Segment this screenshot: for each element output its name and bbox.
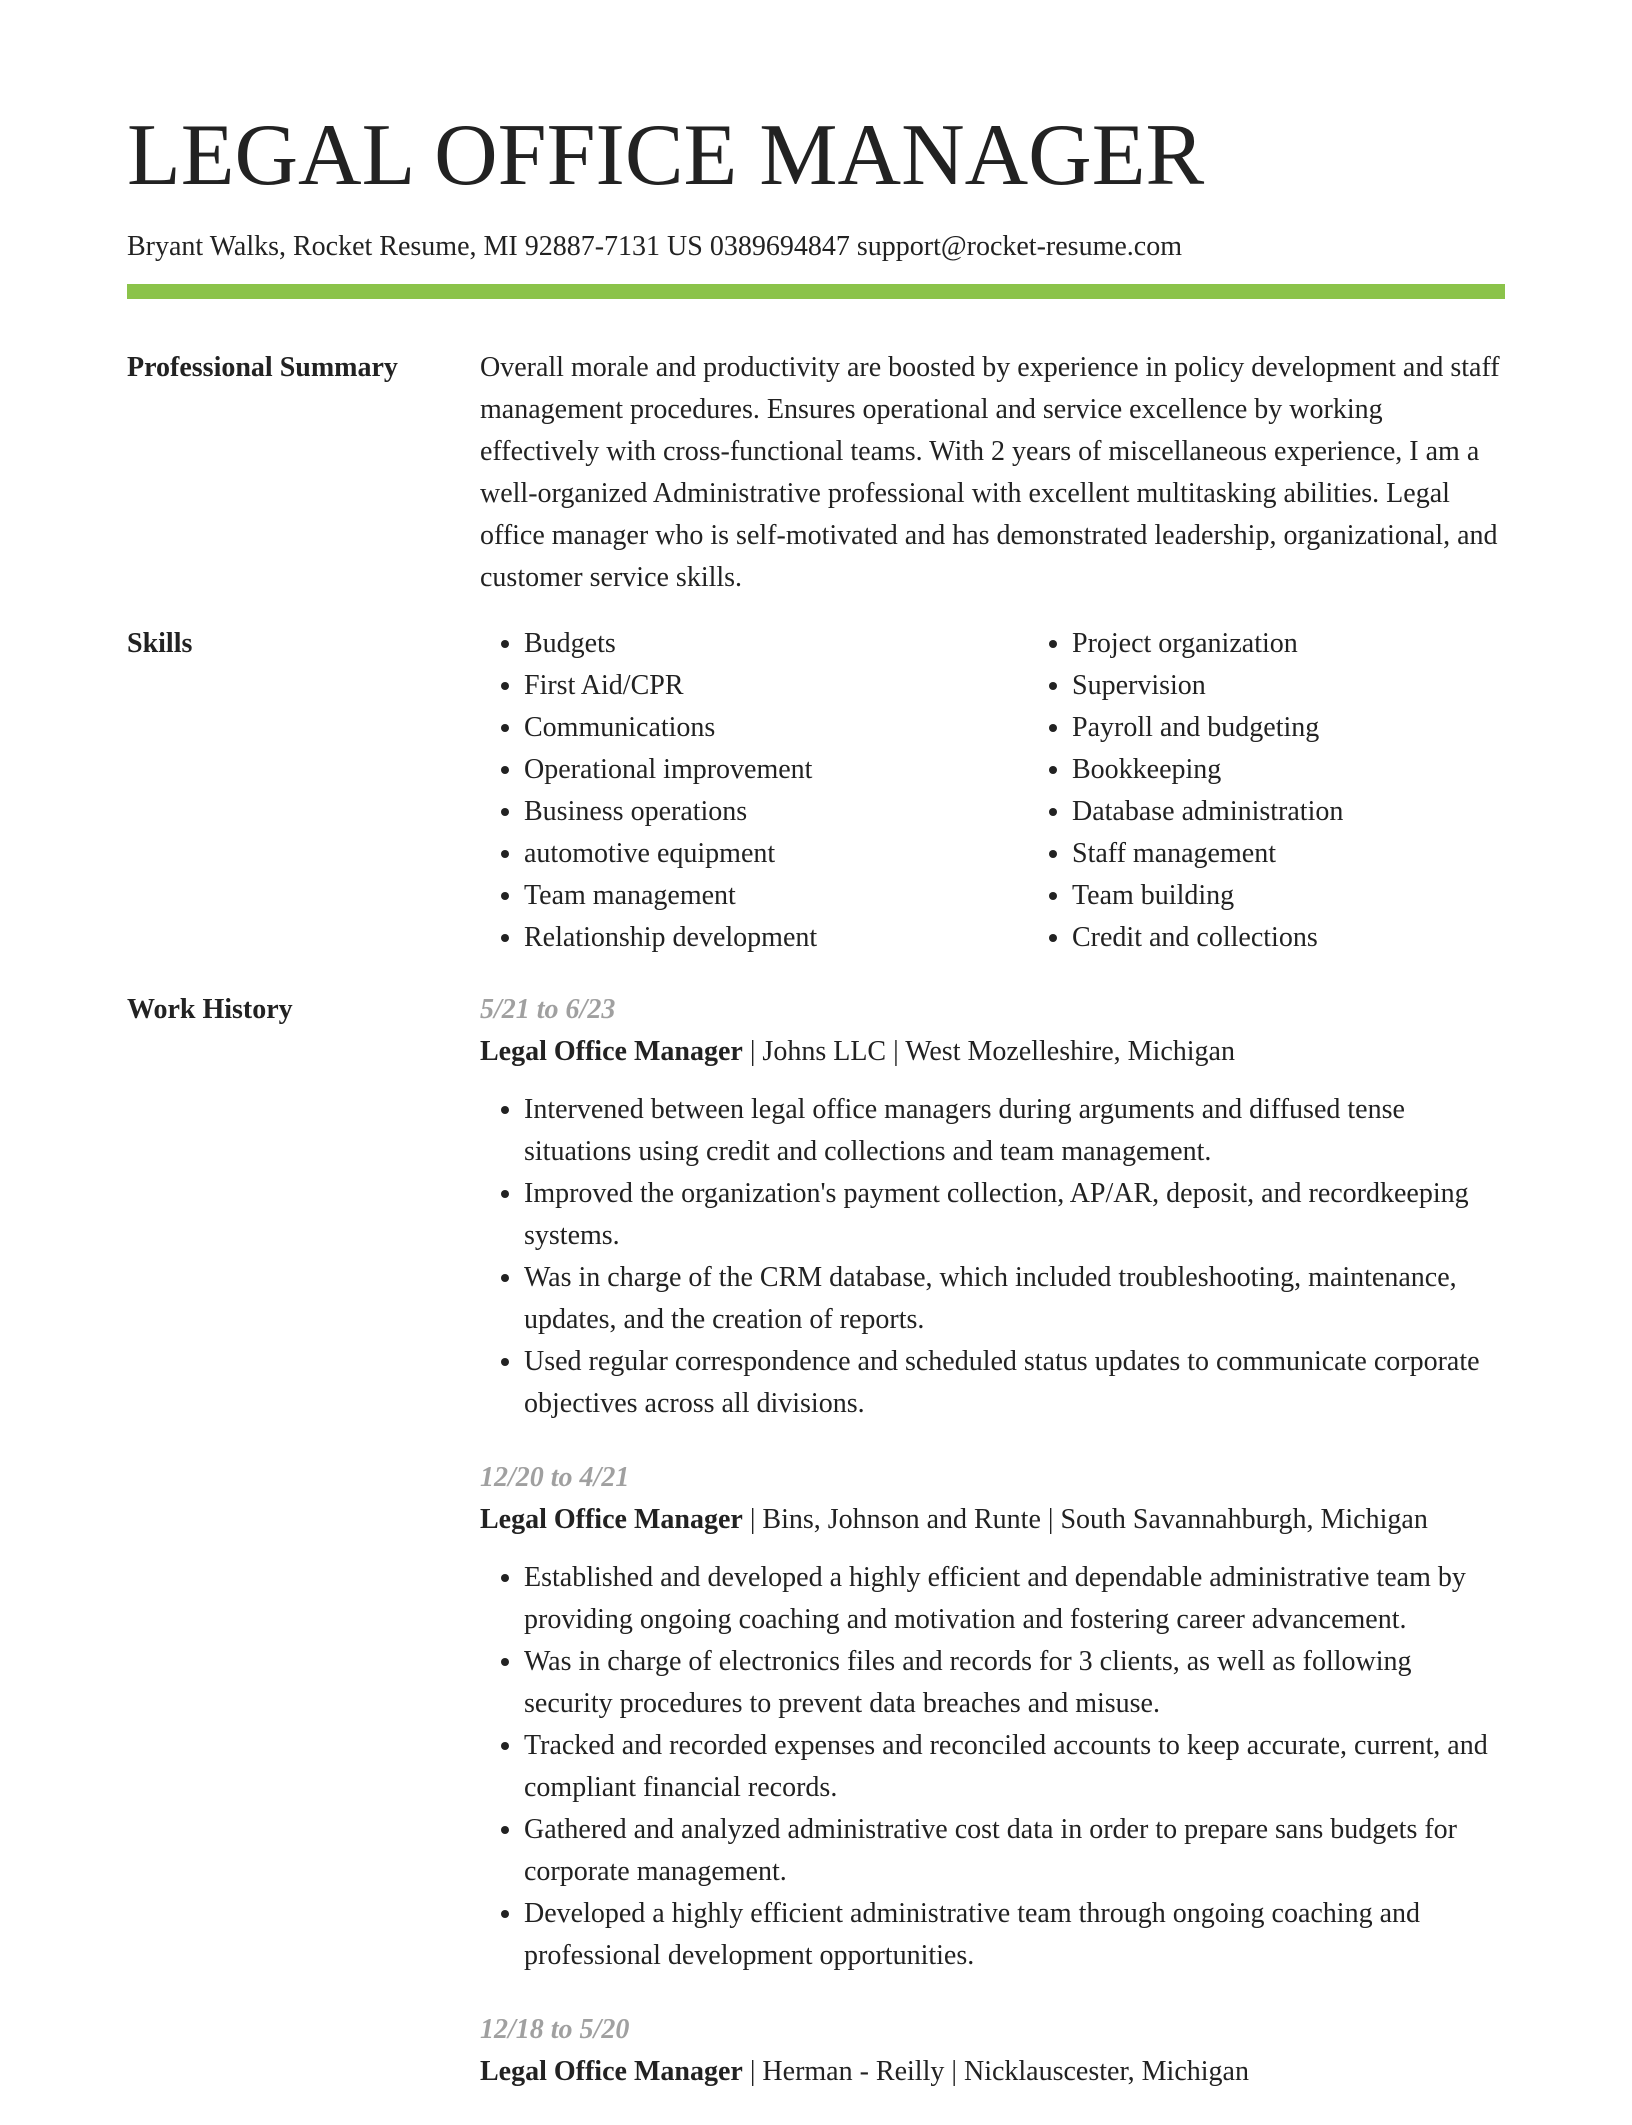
work-body — [480, 989, 1505, 2125]
job-bullet: • Gathered and analyzed administrative cost data in order to prepare sans budgets for corporate management. — [524, 1809, 1505, 1893]
skill-item: • Team building — [1072, 875, 1576, 917]
skills-list-left — [480, 623, 1028, 959]
summary-body — [480, 347, 1505, 599]
work-section — [127, 989, 1505, 2125]
summary-text: Overall morale and productivity are boosted by experience in policy development and staff management procedures. Ensures operational and service excellence by working effectively with cross-functional teams. With 2 years of miscellaneous experience, I am a well-organized Administrative professional with excellent multitasking abilities. Legal office manager who is self-motivated and has demonstrated leadership, organizational, and customer service skills. — [480, 351, 1500, 593]
skill-item: • Project organization — [1072, 623, 1576, 665]
skills-section — [127, 623, 1505, 959]
skills-list-right — [1028, 623, 1576, 959]
job-bullet: • Was in charge of electronics files and records for 3 clients, as well as following security procedures to prevent data breaches and misuse. — [524, 1641, 1505, 1725]
job-employer-location: | Bins, Johnson and Runte | South Savannahburgh, Michigan — [742, 1503, 1428, 1535]
job-employer-location: | Johns LLC | West Mozelleshire, Michigan — [742, 1035, 1235, 1067]
job-title-line — [480, 1031, 1505, 1073]
job-role: Legal Office Manager — [480, 1503, 743, 1535]
skill-item: • Team management — [524, 875, 1028, 917]
section-label-summary: Professional Summary — [127, 351, 398, 383]
skill-item: • Business operations — [524, 791, 1028, 833]
section-label-work: Work History — [127, 993, 293, 1025]
job-bullets — [480, 1557, 1505, 1977]
skill-item: • Relationship development — [524, 917, 1028, 959]
skill-item: • Database administration — [1072, 791, 1576, 833]
skills-columns — [480, 623, 1576, 959]
job-dates: 5/21 to 6/23 — [480, 993, 616, 1025]
job-bullet: • Developed a highly efficient administrative team through ongoing coaching and professional development opportunities. — [524, 1893, 1505, 1977]
job-bullet: • Improved the organization's payment collection, AP/AR, deposit, and recordkeeping systems. — [524, 1173, 1505, 1257]
job-dates: 12/18 to 5/20 — [480, 2013, 630, 2045]
skill-item: • Budgets — [524, 623, 1028, 665]
skill-item: • First Aid/CPR — [524, 665, 1028, 707]
job-bullets — [480, 1089, 1505, 1425]
job-entry — [480, 2009, 1505, 2093]
job-bullet: • Used regular correspondence and scheduled status updates to communicate corporate objectives across all divisions. — [524, 1341, 1505, 1425]
job-bullet: • Established and developed a highly efficient and dependable administrative team by providing ongoing coaching and motivation and fostering career advancement. — [524, 1557, 1505, 1641]
skill-item: • Supervision — [1072, 665, 1576, 707]
skill-item: • Payroll and budgeting — [1072, 707, 1576, 749]
job-role: Legal Office Manager — [480, 2055, 743, 2087]
skill-item: • Credit and collections — [1072, 917, 1576, 959]
job-title-line — [480, 1499, 1505, 1541]
accent-divider — [127, 284, 1505, 299]
job-bullet: • Was in charge of the CRM database, which included troubleshooting, maintenance, updates, and the creation of reports. — [524, 1257, 1505, 1341]
resume-title: LEGAL OFFICE MANAGER — [127, 107, 1205, 204]
contact-line: Bryant Walks, Rocket Resume, MI 92887-7131 US 0389694847 support@rocket-resume.com — [127, 231, 1182, 262]
job-title-line — [480, 2051, 1505, 2093]
job-bullet: • Intervened between legal office managers during arguments and diffused tense situations using credit and collections and team management. — [524, 1089, 1505, 1173]
job-bullet: • Tracked and recorded expenses and reconciled accounts to keep accurate, current, and compliant financial records. — [524, 1725, 1505, 1809]
skill-item: • automotive equipment — [524, 833, 1028, 875]
job-employer-location: | Herman - Reilly | Nicklauscester, Michigan — [742, 2055, 1249, 2087]
job-entry — [480, 1457, 1505, 1977]
summary-section — [127, 347, 1505, 599]
section-label-skills: Skills — [127, 627, 193, 659]
job-dates: 12/20 to 4/21 — [480, 1461, 630, 1493]
skill-item: • Staff management — [1072, 833, 1576, 875]
job-entry — [480, 989, 1505, 1425]
skills-body — [480, 623, 1576, 959]
skill-item: • Bookkeeping — [1072, 749, 1576, 791]
skill-item: • Communications — [524, 707, 1028, 749]
job-role: Legal Office Manager — [480, 1035, 743, 1067]
skill-item: • Operational improvement — [524, 749, 1028, 791]
